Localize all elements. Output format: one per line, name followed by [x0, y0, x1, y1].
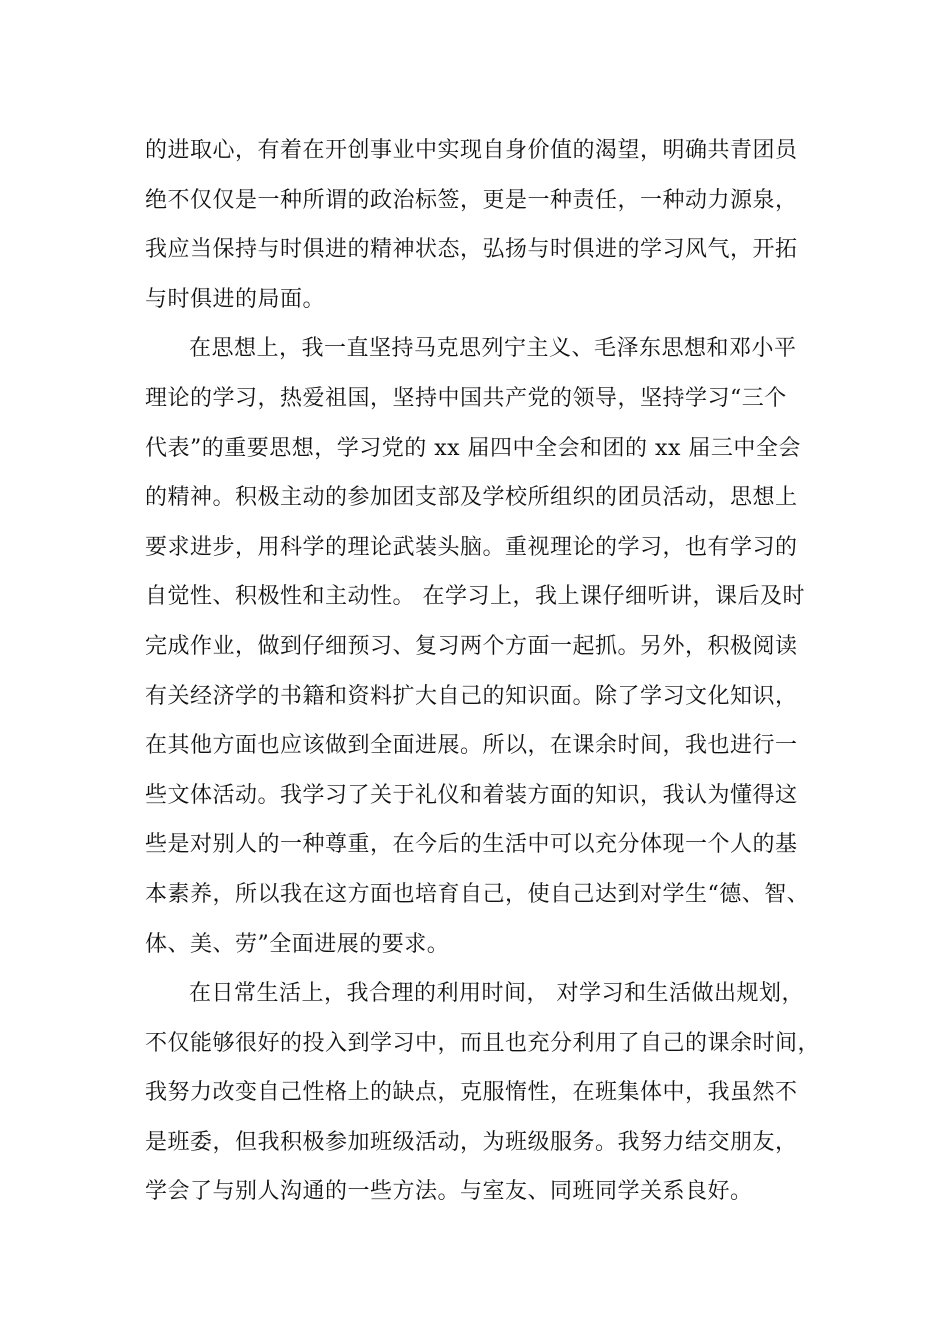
text-line: 在思想上，我一直坚持马克思列宁主义、毛泽东思想和邓小平 [189, 336, 797, 362]
text-line: 些是对别人的一种尊重，在今后的生活中可以充分体现一个人的基 [145, 832, 798, 858]
text-line: 完成作业，做到仔细预习、复习两个方面一起抓。另外，积极阅读 [145, 633, 798, 659]
text-line: 我应当保持与时俱进的精神状态，弘扬与时俱进的学习风气，开拓 [145, 237, 798, 263]
text-line: 与时俱进的局面。 [145, 286, 326, 312]
text-line: 我努力改变自己性格上的缺点，克服惰性，在班集体中，我虽然不 [145, 1080, 798, 1106]
text-line: 在其他方面也应该做到全面进展。所以，在课余时间，我也进行一 [145, 733, 798, 759]
text-line: 有关经济学的书籍和资料扩大自己的知识面。除了学习文化知识， [145, 683, 798, 709]
text-line: 自觉性、积极性和主动性。 在学习上，我上课仔细听讲，课后及时 [145, 584, 805, 610]
text-line: 学会了与别人沟通的一些方法。与室友、同班同学关系良好。 [145, 1179, 753, 1205]
document-body [145, 126, 835, 1217]
text-line: 是班委，但我积极参加班级活动，为班级服务。我努力结交朋友， [145, 1129, 798, 1155]
text-line: 些文体活动。我学习了关于礼仪和着装方面的知识，我认为懂得这 [145, 782, 798, 808]
text-line: 体、美、劳”全面进展的要求。 [145, 931, 450, 957]
text-line: 理论的学习，热爱祖国，坚持中国共产党的领导，坚持学习“三个 [145, 385, 787, 411]
text-line: 的精神。积极主动的参加团支部及学校所组织的团员活动，思想上 [145, 485, 798, 511]
text-line: 不仅能够很好的投入到学习中，而且也充分利用了自己的课余时间， [145, 1030, 821, 1056]
text-line: 本素养，所以我在这方面也培育自己，使自己达到对学生“德、智、 [145, 881, 810, 907]
text-line: 绝不仅仅是一种所谓的政治标签，更是一种责任，一种动力源泉， [145, 187, 798, 213]
text-line: 的进取心，有着在开创事业中实现自身价值的渴望，明确共青团员 [145, 138, 798, 163]
text-line: 在日常生活上，我合理的利用时间， 对学习和生活做出规划， [189, 981, 804, 1007]
text-line: 要求进步，用科学的理论武装头脑。重视理论的学习，也有学习的 [145, 534, 798, 560]
text-line: 代表”的重要思想，学习党的 xx 届四中全会和团的 xx 届三中全会 [145, 435, 801, 461]
